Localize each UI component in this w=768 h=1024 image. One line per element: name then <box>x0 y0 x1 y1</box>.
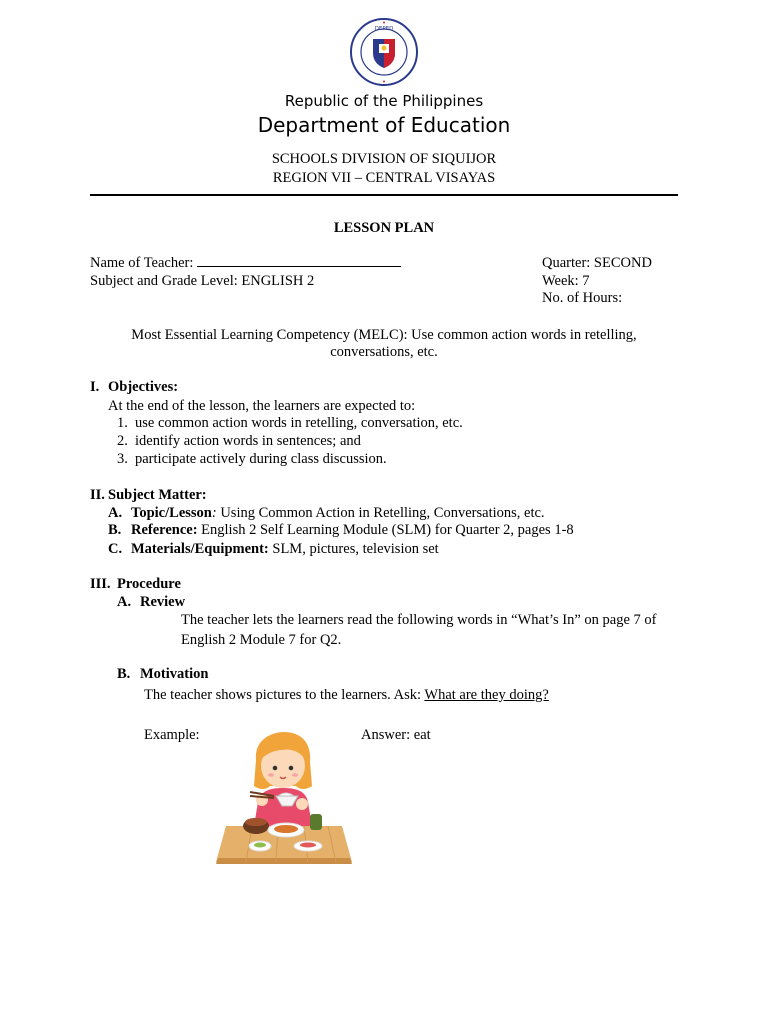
objectives-heading: Objectives: <box>108 379 179 395</box>
teacher-name-field <box>90 254 401 272</box>
subject-item-letter: C. <box>108 541 123 557</box>
subject-matter-number: II. <box>90 487 105 503</box>
hours-text: No. of Hours: <box>542 290 623 306</box>
department-title: Department of Education <box>257 113 511 137</box>
region-name: REGION VII – CENTRAL VISAYAS <box>272 170 496 186</box>
objectives-number: I. <box>90 379 100 395</box>
subject-matter-heading: Subject Matter: <box>108 487 207 503</box>
topic-colon: : <box>211 505 217 521</box>
subject-item-letter: B. <box>108 522 122 538</box>
review-text-line-1: The teacher lets the learners read the following words in “What’s In” on page 7 of <box>181 612 657 628</box>
materials-text: SLM, pictures, television set <box>268 541 439 557</box>
objective-item: identify action words in sentences; and <box>135 433 361 449</box>
header-divider <box>90 194 678 196</box>
subject-grade-level: Subject and Grade Level: ENGLISH 2 <box>90 273 315 289</box>
girl-eating-illustration <box>216 730 352 864</box>
objectives-intro: At the end of the lesson, the learners are expected to: <box>108 398 416 414</box>
materials-label: Materials/Equipment: <box>131 541 269 557</box>
teacher-label: Name of Teacher: <box>90 255 194 271</box>
melc-line-2: conversations, etc. <box>330 344 438 360</box>
subject-item-letter: A. <box>108 505 123 521</box>
review-letter: A. <box>117 594 132 610</box>
topic-text: Using Common Action in Retelling, Conversations, etc. <box>216 505 545 521</box>
motivation-question: What are they doing? <box>424 687 549 703</box>
motivation-text <box>144 686 549 704</box>
melc-line-1: Most Essential Learning Competency (MELC): Use common action words in retelling, <box>131 327 637 343</box>
lesson-plan-title: LESSON PLAN <box>333 220 435 236</box>
objective-item-number: 2. <box>117 433 128 449</box>
motivation-letter: B. <box>117 666 131 682</box>
motivation-instruction: The teacher shows pictures to the learners. Ask: <box>144 687 425 703</box>
motivation-heading: Motivation <box>140 666 209 682</box>
review-heading: Review <box>140 594 186 610</box>
subject-item-materials <box>131 540 439 558</box>
objective-item-number: 1. <box>117 415 128 431</box>
subject-item-topic <box>131 504 545 522</box>
example-label: Example: <box>144 727 200 743</box>
review-text-line-2: English 2 Module 7 for Q2. <box>181 632 342 648</box>
svg-text:DEPED: DEPED <box>374 26 394 32</box>
topic-label: Topic/Lesson <box>131 505 212 521</box>
week-text: Week: 7 <box>542 273 590 289</box>
deped-seal <box>349 17 419 87</box>
procedure-heading: Procedure <box>117 576 181 592</box>
procedure-number: III. <box>90 576 111 592</box>
objective-item: use common action words in retelling, conversation, etc. <box>135 415 463 431</box>
reference-text: English 2 Self Learning Module (SLM) for Quarter 2, pages 1-8 <box>197 522 574 538</box>
subject-item-reference <box>131 521 574 539</box>
division-name: SCHOOLS DIVISION OF SIQUIJOR <box>271 151 497 167</box>
teacher-blank-line <box>197 254 401 267</box>
quarter-text: Quarter: SECOND <box>542 255 652 271</box>
objective-item: participate actively during class discussion. <box>135 451 387 467</box>
republic-text: Republic of the Philippines <box>284 92 484 110</box>
answer-text: Answer: eat <box>361 727 431 743</box>
reference-label: Reference: <box>131 522 198 538</box>
objective-item-number: 3. <box>117 451 128 467</box>
